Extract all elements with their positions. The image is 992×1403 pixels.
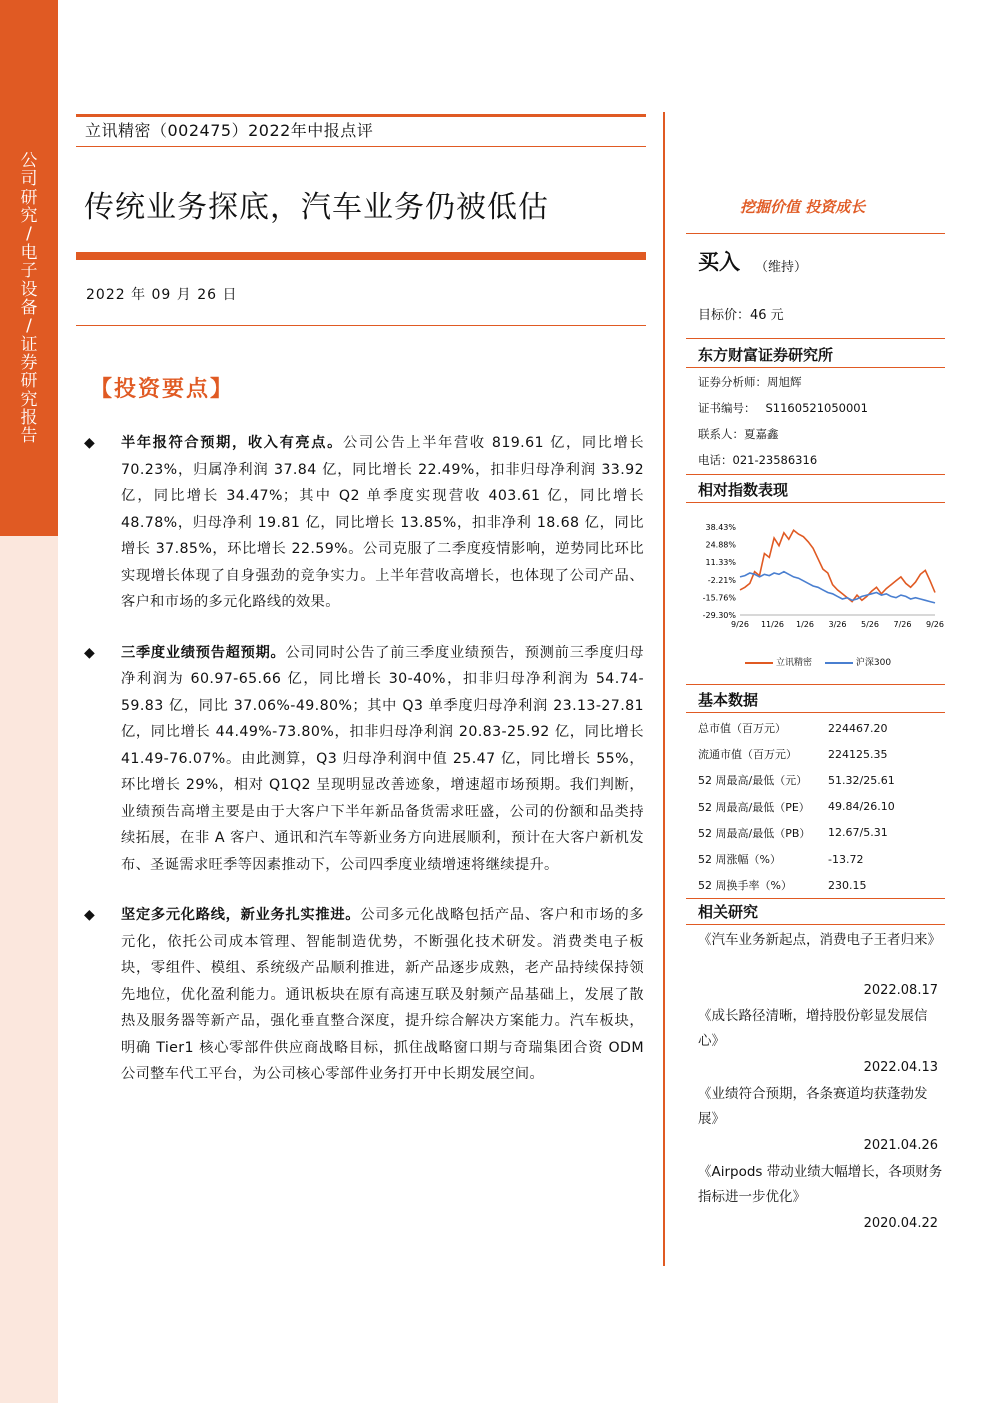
y-tick-label: 38.43% xyxy=(705,523,736,532)
related-report-title: 《成长路径清晰，增持股份彰显发展信心》 xyxy=(698,1008,928,1049)
contact: 联系人：夏嘉鑫 xyxy=(698,427,779,441)
x-tick-label: 9/26 xyxy=(926,620,944,629)
series-line-index xyxy=(740,572,935,603)
sidebar-lower xyxy=(0,536,58,1403)
x-tick-label: 9/26 xyxy=(731,620,749,629)
key-data-label: 52 周最高/最低（PB） xyxy=(698,826,811,840)
series-line-stock xyxy=(740,530,935,601)
divider xyxy=(686,684,945,685)
page-title: 传统业务探底，汽车业务仍被低估 xyxy=(84,190,549,225)
key-data-title: 基本数据 xyxy=(698,691,759,709)
related-report-date: 2021.04.26 xyxy=(863,1138,938,1153)
key-data-row xyxy=(698,872,943,898)
key-data-value: 49.84/26.10 xyxy=(828,800,895,814)
report-tag: 立讯精密（002475）2022年中报点评 xyxy=(85,121,374,140)
header-rule xyxy=(76,114,646,117)
point-body: 公司同时公告了前三季度业绩预告，预测前三季度归母净利润为 60.97-65.66 亿，同比增长 30-40%，扣非归母净利润为 54.74-59.83 亿，同比 37.06%-49.80%；其中 Q3 单季度归母净利润 23.13-27.81 亿，同比增长 44.49%-73.80%，扣非归母净利润 20.83-25.92 亿，同比增长 41.49-76.07%。由此测算，Q3 归母净利润中值 25.47 亿，同比增长 55%，环比增长 29%，相对 Q1Q2 呈现明显改善迹象，增速超市场预期。我们判断，业绩预告高增主要是由于大客户下半年新品备货需求旺盛，公司的份额和品类持续拓展，在非 A 客户、通讯和汽车等新业务方向进展顺利，预计在大客户新机发布、圣诞需求旺季等因素推动下，公司四季度业绩增速将继续提升。 xyxy=(121,644,644,873)
key-data-value: 12.67/5.31 xyxy=(828,826,888,840)
key-data-value: 224467.20 xyxy=(828,721,888,735)
point-body: 公司公告上半年营收 819.61 亿，同比增长 70.23%，归属净利润 37.84 亿，同比增长 22.49%，扣非归母净利润 33.92 亿，同比增长 34.47%；其中 Q2 单季度实现营收 403.61 亿，同比增长 48.78%，归母净利 19.81 亿，同比增长 13.85%，扣非净利 18.68 亿，同比增长 37.85%，环比增长 22.59%。公司克服了二季度疫情影响，逆势同比环比实现增长体现了自身强劲的竞争实力。上半年营收高增长，也体现了公司产品、客户和市场的多元化路线的效果。 xyxy=(121,435,644,610)
legend-label: 沪深300 xyxy=(855,658,892,668)
related-report-date: 2020.04.22 xyxy=(863,1216,938,1231)
divider xyxy=(686,233,945,234)
legend-swatch xyxy=(825,662,853,664)
divider xyxy=(686,367,945,368)
section-title: 【投资要点】 xyxy=(90,376,235,402)
y-tick-label: -29.30% xyxy=(702,611,736,620)
divider xyxy=(686,474,945,475)
key-data-row xyxy=(698,820,943,846)
key-data-row xyxy=(698,767,943,793)
key-data-label: 52 周涨幅（%） xyxy=(698,853,781,867)
point-title: 坚定多元化路线，新业务扎实推进。 xyxy=(121,907,361,923)
investment-points xyxy=(84,430,644,1088)
diamond-bullet-icon: ◆ xyxy=(84,435,96,451)
analyst: 证券分析师：周旭辉 xyxy=(698,375,802,389)
chart-title: 相对指数表现 xyxy=(698,481,789,499)
key-data-row xyxy=(698,741,943,767)
rating: 买入 xyxy=(698,250,740,274)
target-price: 目标价：46 元 xyxy=(698,308,784,323)
related-title: 相关研究 xyxy=(698,903,759,921)
x-tick-label: 3/26 xyxy=(828,620,847,629)
diamond-bullet-icon: ◆ xyxy=(84,907,96,923)
related-report-date: 2022.04.13 xyxy=(863,1060,938,1075)
divider xyxy=(686,338,945,339)
key-data-label: 52 周最高/最低（元） xyxy=(698,774,808,788)
key-data-value: 51.32/25.61 xyxy=(828,773,895,787)
point-body: 公司多元化战略包括产品、客户和市场的多元化，依托公司成本管理、智能制造优势，不断强化技术研发。消费类电子板块，零组件、模组、系统级产品顺利推进，新产品逐步成熟，老产品持续保持领先地位，优化盈利能力。通讯板块在原有高速互联及射频产品基础上，发展了散热及服务器等新产品，强化垂直整合深度，提升综合解决方案能力。汽车板块，明确 Tier1 核心零部件供应商战略目标，抓住战略窗口期与奇瑞集团合资 ODM 公司整车代工平台，为公司核心零部件业务打开中长期发展空间。 xyxy=(121,907,644,1082)
point-title: 半年报符合预期，收入有亮点。 xyxy=(121,435,343,451)
divider xyxy=(686,712,945,713)
header-rule xyxy=(76,146,646,147)
divider xyxy=(686,924,945,925)
y-tick-label: 11.33% xyxy=(705,558,736,568)
investment-point xyxy=(84,430,644,616)
key-data-row xyxy=(698,794,943,820)
research-firm: 东方财富证券研究所 xyxy=(698,346,834,364)
certificate-label: 证书编号： xyxy=(698,401,756,415)
diamond-bullet-icon: ◆ xyxy=(84,644,96,661)
key-data-value: 224125.35 xyxy=(828,747,888,761)
slogan: 挖掘价值 投资成长 xyxy=(740,198,866,216)
rating-status: （维持） xyxy=(755,260,808,275)
certificate xyxy=(698,400,868,416)
report-date: 2022 年 09 月 26 日 xyxy=(86,287,238,303)
chart-legend xyxy=(745,655,901,668)
investment-point xyxy=(84,902,644,1088)
legend-swatch xyxy=(745,662,773,664)
x-tick-label: 11/26 xyxy=(760,620,785,629)
related-report-date: 2022.08.17 xyxy=(863,983,938,998)
certificate-value: S1160521050001 xyxy=(765,401,868,415)
sidebar-separator: / xyxy=(26,224,32,245)
legend-label: 立讯精密 xyxy=(776,658,813,668)
legend-item xyxy=(745,658,812,668)
sidebar-separator: / xyxy=(26,316,32,337)
x-tick-label: 5/26 xyxy=(861,620,879,629)
key-data-value: 230.15 xyxy=(828,878,867,892)
x-tick-label: 1/26 xyxy=(796,620,814,629)
phone: 电话：021-23586316 xyxy=(698,453,818,467)
key-data-row xyxy=(698,715,943,741)
key-data-label: 52 周换手率（%） xyxy=(698,879,792,893)
divider xyxy=(686,898,945,899)
key-data-value: -13.72 xyxy=(828,852,864,866)
related-report-title: 《Airpods 带动业绩大幅增长，各项财务指标进一步优化》 xyxy=(698,1164,943,1205)
related-report-title: 《业绩符合预期，各条赛道均获蓬勃发展》 xyxy=(698,1086,928,1127)
y-tick-label: -15.76% xyxy=(702,593,736,603)
y-tick-label: 24.88% xyxy=(705,540,736,550)
headline-rule xyxy=(76,252,646,260)
legend-item xyxy=(825,658,891,668)
date-rule xyxy=(76,325,646,326)
key-data-row xyxy=(698,846,943,872)
x-tick-label: 7/26 xyxy=(893,620,912,629)
key-data-table xyxy=(698,715,943,898)
sidebar-category: 公司研究 xyxy=(20,151,38,227)
investment-point xyxy=(84,640,644,879)
relative-index-chart xyxy=(690,512,945,672)
divider xyxy=(686,502,945,503)
related-report-title: 《汽车业务新起点，消费电子王者归来》 xyxy=(698,932,941,948)
column-divider xyxy=(663,112,665,1266)
sidebar-report-type: 证券研究报告 xyxy=(20,334,38,447)
sidebar-industry: 电子设备 xyxy=(20,242,38,318)
key-data-label: 52 周最高/最低（PE） xyxy=(698,800,810,814)
key-data-label: 流通市值（百万元） xyxy=(698,748,797,762)
point-title: 三季度业绩预告超预期。 xyxy=(121,644,286,661)
sidebar-category-text xyxy=(16,152,42,446)
y-tick-label: -2.21% xyxy=(707,575,736,585)
key-data-label: 总市值（百万元） xyxy=(698,722,786,736)
